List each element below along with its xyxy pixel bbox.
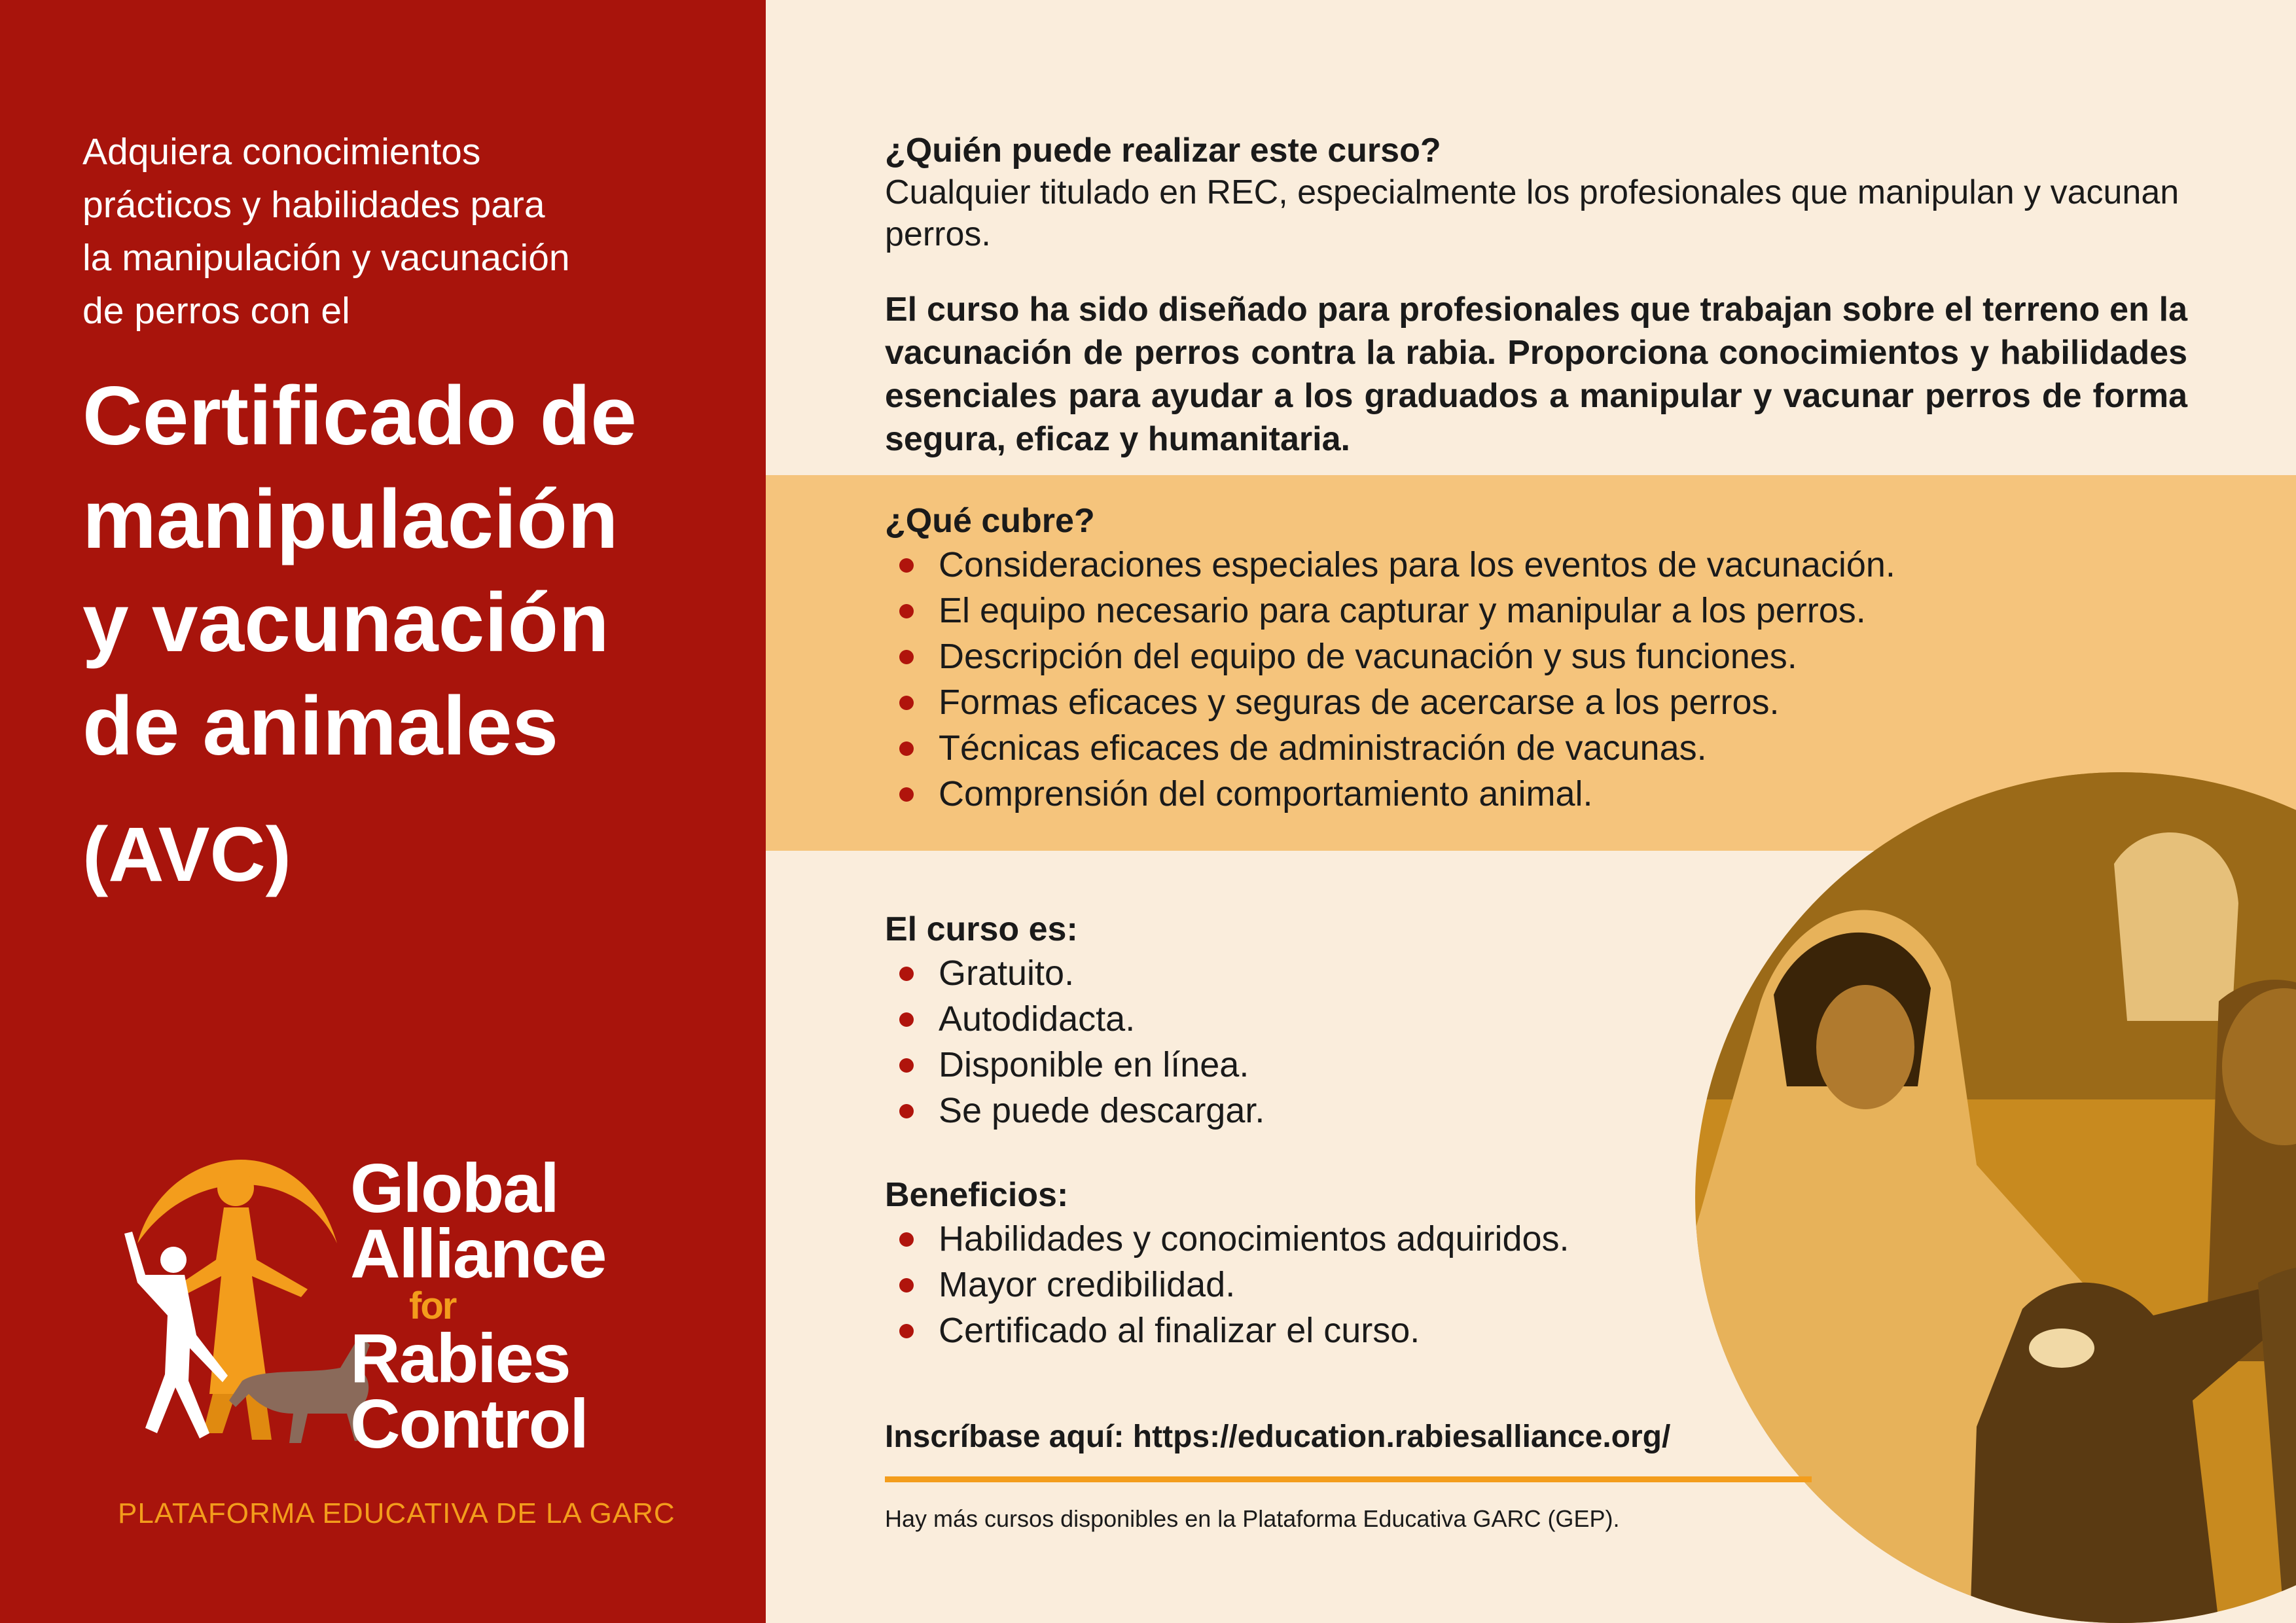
logo-line-for: for — [409, 1285, 456, 1327]
title-abbreviation: (AVC) — [82, 812, 291, 898]
signup-link[interactable]: Inscríbase aquí: https://education.rabiesalliance.org/ — [885, 1419, 1671, 1454]
benefits-heading: Beneficios: — [885, 1176, 1069, 1214]
who-section — [885, 130, 2187, 255]
list-item: Certificado al finalizar el curso. — [885, 1308, 2187, 1353]
description-section — [885, 288, 2187, 461]
course-is-heading: El curso es: — [885, 910, 1078, 948]
list-item: Se puede descargar. — [885, 1088, 2187, 1133]
benefits-list — [885, 1216, 2187, 1353]
course-description: El curso ha sido diseñado para profesionales que trabajan sobre el terreno en la vacunación de perros contra la rabia. Proporciona conocimientos y habilidades esenciales para ayudar a los graduados a manipular y vacunar perros de forma segura, eficaz y humanitaria. — [885, 291, 2187, 458]
list-item: Técnicas eficaces de administración de vacunas. — [885, 725, 2187, 771]
divider — [885, 1476, 1812, 1482]
list-item: Habilidades y conocimientos adquiridos. — [885, 1216, 2187, 1262]
list-item: El equipo necesario para capturar y manipular a los perros. — [885, 588, 2187, 633]
covers-list — [885, 542, 2187, 817]
list-item: Autodidacta. — [885, 996, 2187, 1042]
list-item: Mayor credibilidad. — [885, 1262, 2187, 1308]
intro-line: la manipulación y vacunación — [82, 237, 570, 279]
logo-line: Global — [350, 1150, 558, 1227]
title-line: de animales — [82, 679, 559, 772]
who-heading: ¿Quién puede realizar este curso? — [885, 132, 1441, 169]
course-is-list — [885, 950, 2187, 1133]
logo-line: Control — [350, 1385, 588, 1463]
who-text: Cualquier titulado en REC, especialmente los profesionales que manipulan y vacunan perros. — [885, 173, 2179, 253]
title-line: manipulación — [82, 473, 619, 565]
list-item: Disponible en línea. — [885, 1042, 2187, 1088]
course-is-section — [885, 908, 2187, 1133]
list-item: Descripción del equipo de vacunación y sus funciones. — [885, 633, 2187, 679]
benefits-section — [885, 1174, 2187, 1353]
logo-wordmark — [350, 1150, 606, 1463]
logo-line: Rabies — [350, 1320, 570, 1397]
list-item: Formas eficaces y seguras de acercarse a los perros. — [885, 679, 2187, 725]
covers-heading: ¿Qué cubre? — [885, 502, 1095, 540]
intro-line: de perros con el — [82, 290, 350, 332]
title-line: y vacunación — [82, 576, 609, 669]
logo-line: Alliance — [350, 1215, 606, 1293]
signup-section — [885, 1419, 2187, 1455]
footnote: Hay más cursos disponibles en la Plataforma Educativa GARC (GEP). — [885, 1505, 1620, 1532]
list-item: Gratuito. — [885, 950, 2187, 996]
title-line: Certificado de — [82, 369, 637, 462]
page-title — [82, 364, 737, 777]
covers-section — [885, 500, 2187, 817]
list-item: Comprensión del comportamiento animal. — [885, 771, 2187, 817]
intro-text — [82, 126, 724, 338]
intro-line: Adquiera conocimientos — [82, 131, 481, 173]
list-item: Consideraciones especiales para los eventos de vacunación. — [885, 542, 2187, 588]
intro-line: prácticos y habilidades para — [82, 184, 545, 226]
platform-label: PLATAFORMA EDUCATIVA DE LA GARC — [118, 1497, 675, 1529]
